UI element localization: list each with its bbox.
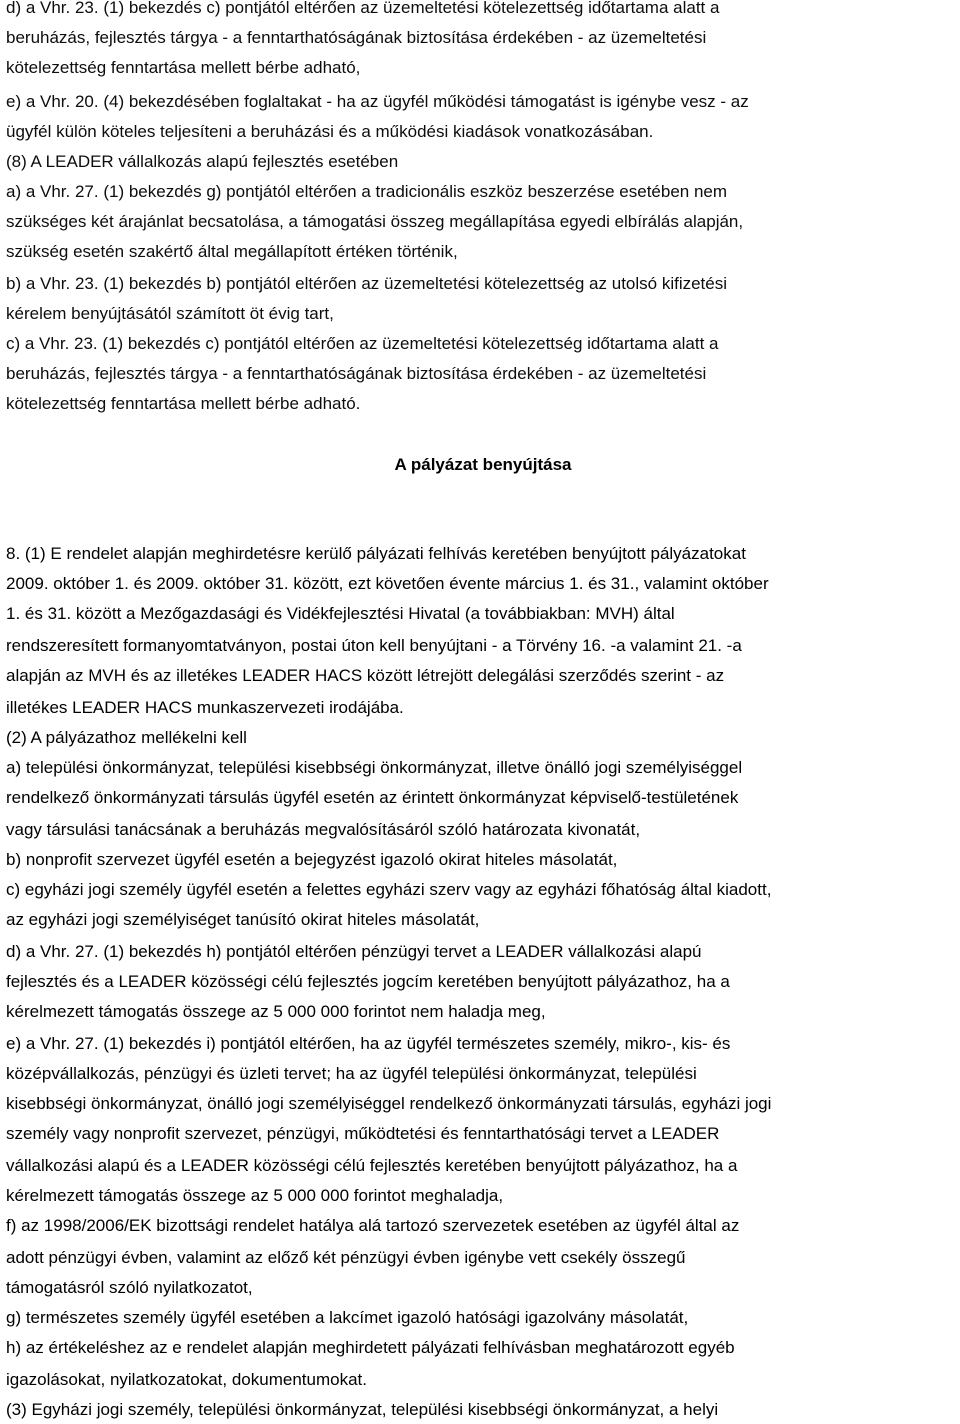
- text-line: kérelmezett támogatás összege az 5 000 000 forintot meghaladja,: [6, 1186, 504, 1205]
- text-line: kérelmezett támogatás összege az 5 000 000 forintot nem haladja meg,: [6, 1002, 546, 1021]
- text-line: ügyfél külön köteles teljesíteni a beruházási és a működési kiadások vonatkozásában.: [6, 122, 654, 141]
- text-line: kötelezettség fenntartása mellett bérbe adható,: [6, 58, 361, 77]
- text-line: e) a Vhr. 27. (1) bekezdés i) pontjától eltérően, ha az ügyfél természetes személy, mikro-, kis- és: [6, 1034, 731, 1053]
- text-line: beruházás, fejlesztés tárgya - a fenntarthatóságának biztosítása érdekében - az üzemeltetési: [6, 364, 707, 383]
- text-line: 1. és 31. között a Mezőgazdasági és Vidékfejlesztési Hivatal (a továbbiakban: MVH) által: [6, 604, 675, 623]
- text-line: d) a Vhr. 23. (1) bekezdés c) pontjától eltérően az üzemeltetési kötelezettség időtartama alatt a: [6, 0, 720, 17]
- text-line: rendelkező önkormányzati társulás ügyfél esetén az érintett önkormányzat képviselő-testületének: [6, 788, 739, 807]
- text-line: d) a Vhr. 27. (1) bekezdés h) pontjától eltérően pénzügyi tervet a LEADER vállalkozási alapú: [6, 942, 702, 961]
- text-line: h) az értékeléshez az e rendelet alapján meghirdetett pályázati felhívásban meghatározott egyéb: [6, 1338, 735, 1357]
- text-line: középvállalkozás, pénzügyi és üzleti tervet; ha az ügyfél települési önkormányzat, települési: [6, 1064, 697, 1083]
- text-line: (2) A pályázathoz mellékelni kell: [6, 728, 247, 747]
- text-line: g) természetes személy ügyfél esetében a lakcímet igazoló hatósági igazolvány másolatát,: [6, 1308, 689, 1327]
- text-line: f) az 1998/2006/EK bizottsági rendelet hatálya alá tartozó szervezetek esetében az ügyfél által az: [6, 1216, 740, 1235]
- text-line: vállalkozási alapú és a LEADER közösségi célú fejlesztés keretében benyújtott pályázathoz, ha a: [6, 1156, 738, 1175]
- text-line: fejlesztés és a LEADER közösségi célú fejlesztés jogcím keretében benyújtott pályázathoz, ha a: [6, 972, 730, 991]
- text-line: (3) Egyházi jogi személy, települési önkormányzat, települési kisebbségi önkormányzat, a helyi: [6, 1400, 719, 1419]
- text-line: adott pénzügyi évben, valamint az előző két pénzügyi évben igénybe vett csekély összegű: [6, 1248, 686, 1267]
- text-line: c) egyházi jogi személy ügyfél esetén a felettes egyházi szerv vagy az egyházi főhatóság által kiadott,: [6, 880, 772, 899]
- section-heading: A pályázat benyújtása: [394, 455, 572, 474]
- text-line: vagy társulási tanácsának a beruházás megvalósításáról szóló határozata kivonatát,: [6, 820, 641, 839]
- text-line: személy vagy nonprofit szervezet, pénzügyi, működtetési és fenntarthatósági tervet a LEADER: [6, 1124, 720, 1143]
- text-line: 2009. október 1. és 2009. október 31. között, ezt követően évente március 1. és 31., valamint október: [6, 574, 769, 593]
- text-line: (8) A LEADER vállalkozás alapú fejlesztés esetében: [6, 152, 399, 171]
- text-line: a) a Vhr. 27. (1) bekezdés g) pontjától eltérően a tradicionális eszköz beszerzése esetében nem: [6, 182, 728, 201]
- text-line: kérelem benyújtásától számított öt évig tart,: [6, 304, 334, 323]
- text-line: beruházás, fejlesztés tárgya - a fenntarthatóságának biztosítása érdekében - az üzemeltetési: [6, 28, 707, 47]
- text-line: igazolásokat, nyilatkozatokat, dokumentumokat.: [6, 1370, 367, 1389]
- text-line: kötelezettség fenntartása mellett bérbe adható.: [6, 394, 361, 413]
- text-line: e) a Vhr. 20. (4) bekezdésében foglaltakat - ha az ügyfél működési támogatást is igénybe vesz - az: [6, 92, 749, 111]
- text-line: alapján az MVH és az illetékes LEADER HACS között létrejött delegálási szerződés szerint - az: [6, 666, 725, 685]
- text-line: c) a Vhr. 23. (1) bekezdés c) pontjától eltérően az üzemeltetési kötelezettség időtartama alatt a: [6, 334, 719, 353]
- text-line: kisebbségi önkormányzat, önálló jogi személyiséggel rendelkező önkormányzati társulás, egyházi jogi: [6, 1094, 772, 1113]
- text-line: szükség esetén szakértő által megállapított értéken történik,: [6, 242, 458, 261]
- text-line: támogatásról szóló nyilatkozatot,: [6, 1278, 253, 1297]
- text-line: illetékes LEADER HACS munkaszervezeti irodájába.: [6, 698, 404, 717]
- text-line: b) nonprofit szervezet ügyfél esetén a bejegyzést igazoló okirat hiteles másolatát,: [6, 850, 618, 869]
- text-line: az egyházi jogi személyiséget tanúsító okirat hiteles másolatát,: [6, 910, 480, 929]
- text-line: szükséges két árajánlat becsatolása, a támogatási összeg megállapítása egyedi elbírálás alapján,: [6, 212, 744, 231]
- text-line: a) települési önkormányzat, települési kisebbségi önkormányzat, illetve önálló jogi személyiséggel: [6, 758, 743, 777]
- text-line: rendszeresített formanyomtatványon, postai úton kell benyújtani - a Törvény 16. -a valamint 21. -a: [6, 636, 742, 655]
- text-line: 8. (1) E rendelet alapján meghirdetésre kerülő pályázati felhívás keretében benyújtott pályázatokat: [6, 544, 746, 563]
- text-line: b) a Vhr. 23. (1) bekezdés b) pontjától eltérően az üzemeltetési kötelezettség az utolsó kifizetési: [6, 274, 728, 293]
